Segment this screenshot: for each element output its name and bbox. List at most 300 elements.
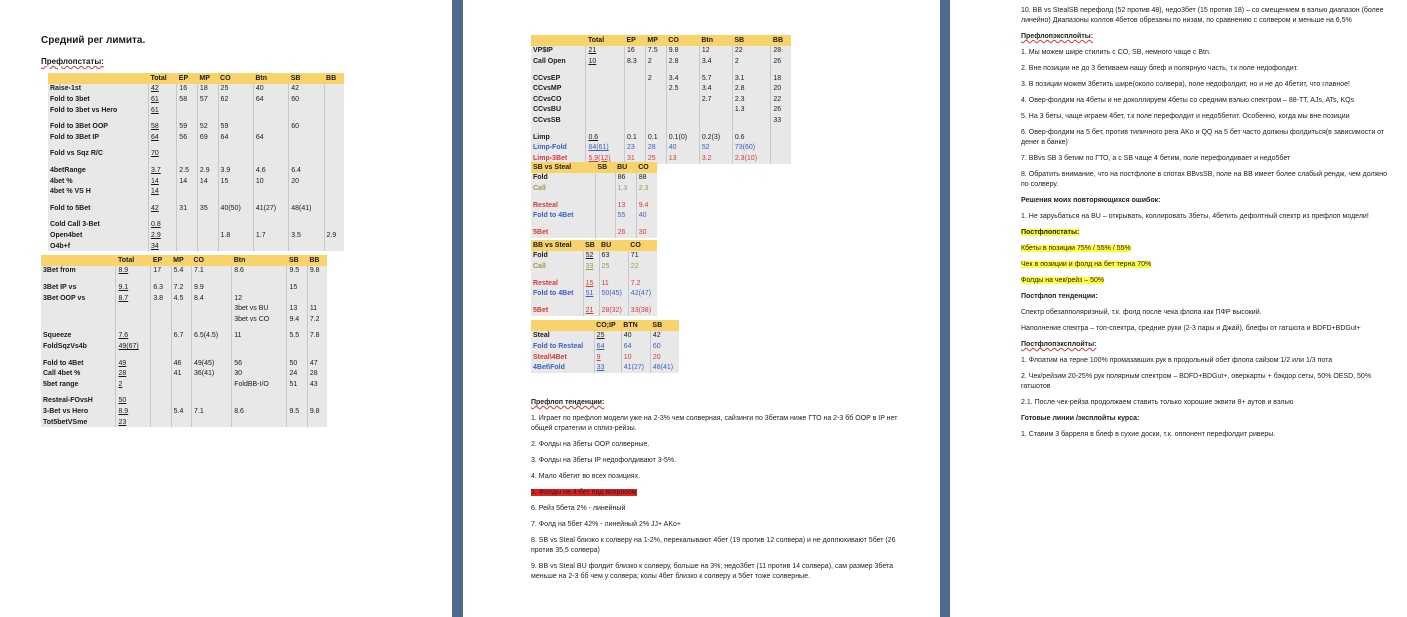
table-row [531, 227, 657, 238]
table-row [531, 288, 657, 299]
table-row [41, 331, 327, 342]
table-cell: 51 [287, 379, 307, 390]
list-item: 1. Флоатим на терне 100% промазавших рук в продольный обет флопа сайзом 1/2 или 1/3 пота [1021, 357, 1333, 364]
table-cell: 42(47) [628, 288, 657, 299]
table-cell [192, 303, 232, 314]
table-cell: 2.8 [732, 83, 771, 94]
table-row [41, 341, 327, 352]
table-cell: 33 [583, 261, 599, 272]
table-cell: 47 [307, 358, 327, 369]
list-item: Фолды на чек/рейз – 50% [1021, 277, 1105, 284]
table-header-cell: SB [650, 320, 679, 331]
table-cell: 11 [232, 331, 287, 342]
table-header-cell: Total [149, 73, 177, 84]
table-cell [595, 200, 615, 211]
table-header-cell: CO [636, 162, 657, 173]
list-item: Чек в позиции и фолд на бет терна 70% [1021, 261, 1152, 268]
table-cell: 64 [253, 94, 288, 105]
table-header-cell: CO [218, 73, 253, 84]
table-cell [253, 121, 288, 132]
table-cell [625, 73, 646, 84]
table-cell [171, 396, 191, 407]
list-item: 3. Фолды на 3беты IP недофолдивают 3-5%. [531, 457, 677, 464]
row-label: Fold to 3bet vs Hero [48, 105, 149, 116]
table-cell [177, 230, 198, 241]
table-cell: 52 [699, 142, 732, 153]
row-label: O4b+f [48, 241, 149, 252]
section-heading-preflop-stats: Префлопстаты: [41, 57, 104, 66]
postflop-tendencies-list [1021, 308, 1391, 334]
table-cell [171, 379, 191, 390]
table-cell: 33(38) [628, 305, 657, 316]
table-cell [625, 105, 646, 116]
table-cell: 28 [645, 142, 666, 153]
page-gutter [452, 0, 463, 617]
table-cell: 35 [197, 203, 218, 214]
table-cell: 2.9 [149, 230, 177, 241]
table-cell: 18 [771, 73, 791, 84]
table-cell [253, 241, 288, 252]
row-label: CCvsCO [531, 94, 586, 105]
table-cell [666, 105, 699, 116]
table-header-cell: Total [586, 35, 625, 46]
preflop-exploits-list [1021, 48, 1391, 190]
table-header-cell: Btn [699, 35, 732, 46]
table-cell: 7.2 [171, 282, 191, 293]
table-cell [151, 368, 171, 379]
table-row [48, 105, 344, 116]
table-cell: 61 [149, 105, 177, 116]
table-cell: 88 [636, 173, 657, 184]
table-cell: 2.9 [324, 230, 344, 241]
table-cell: 17 [151, 266, 171, 277]
table-cell [197, 105, 218, 116]
table-cell [666, 115, 699, 126]
table-cell [151, 341, 171, 352]
table-cell: 2.7 [699, 94, 732, 105]
table-cell: 3.5 [289, 230, 324, 241]
row-label: CCvsBU [531, 105, 586, 116]
table-header-cell: EP [177, 73, 198, 84]
table-row [531, 200, 657, 211]
table-cell: 0.1(0) [666, 132, 699, 143]
postflop-tendencies-heading: Постфлоп тенденции: [1021, 293, 1098, 300]
table-cell: 25 [594, 331, 621, 342]
table-row [48, 132, 344, 143]
table-header-cell: BB [771, 35, 791, 46]
table-row [48, 121, 344, 132]
row-label: FoldSqzVs4b [41, 341, 116, 352]
table-row [41, 293, 327, 304]
table-cell: 28 [771, 46, 791, 57]
table-row [531, 94, 791, 105]
table-cell: 10 [586, 56, 625, 67]
table-cell: 43 [307, 379, 327, 390]
table-cell: 25 [599, 261, 628, 272]
table-cell: 31 [625, 153, 646, 164]
table-cell [771, 132, 791, 143]
table-row [41, 303, 327, 314]
table-cell: 41(27) [621, 362, 650, 373]
table-cell [197, 149, 218, 160]
bb-vs-steal-table [531, 240, 657, 316]
table-cell [586, 94, 625, 105]
table-cell: 23 [116, 417, 151, 428]
table-header-cell: BU [599, 240, 628, 251]
table-cell [324, 176, 344, 187]
table-cell [151, 417, 171, 428]
table-row [48, 176, 344, 187]
row-label: Fold to 4Bet [531, 288, 583, 299]
list-item: 9. BB vs Steal BU фолдит близко к солверу, больше на 3%; недо3бет (11 против 14 солвера), сам размер 3бета меньше на 2-3 бб чем у солвера; колы 4бет близко к солверу и 5бет тоже солверные. [531, 563, 894, 580]
table-row [48, 84, 344, 95]
table-cell: 6.7 [171, 331, 191, 342]
table-cell [197, 220, 218, 231]
vpip-stats-table [531, 35, 791, 164]
table-cell: 64 [594, 341, 621, 352]
table-cell [324, 203, 344, 214]
list-item: 5. На 3 беты, чаще играем 4бет, т.к поле перефолдит и недо5бетит. Особенно, когда мы вне позиции [1021, 113, 1350, 120]
table-header-cell: CO [628, 240, 657, 251]
intro-paragraph: 10. BB vs StealSB перефолд (52 против 48), недо3бет (15 против 18) – со смещением в вэлью диапазон (более линейно) Диапазоны коллов 4бетов обрезаны по низам, по сравнению с солвером и меньше на 6,5% [1021, 7, 1384, 24]
table-cell: 12 [699, 46, 732, 57]
table-cell: 50(45) [599, 288, 628, 299]
table-cell: 55 [615, 210, 636, 221]
table-cell: 50 [287, 358, 307, 369]
row-label: Steal\4Bet [531, 352, 594, 363]
table-cell: 14 [177, 176, 198, 187]
table-cell: 2.3 [636, 183, 657, 194]
row-label: Tot5betVSme [41, 417, 116, 428]
table-cell [171, 341, 191, 352]
table-cell [625, 94, 646, 105]
table-cell: 69 [197, 132, 218, 143]
document-page-1 [0, 0, 452, 617]
table-row [41, 379, 327, 390]
table-cell: 62 [218, 94, 253, 105]
table-cell: 5.4 [171, 406, 191, 417]
row-label: 3-Bet vs Hero [41, 406, 116, 417]
table-cell [307, 293, 327, 304]
table-cell: 3.2 [699, 153, 732, 164]
table-row [48, 149, 344, 160]
document-page-3 [950, 0, 1407, 617]
table-row [531, 173, 657, 184]
table-cell [307, 417, 327, 428]
table-cell: 58 [177, 94, 198, 105]
table-header-cell: EP [625, 35, 646, 46]
table-cell: 9.8 [307, 266, 327, 277]
table-cell [177, 149, 198, 160]
table-cell: 70 [149, 149, 177, 160]
table-cell: 7.2 [307, 314, 327, 325]
table-row [531, 115, 791, 126]
table-cell: 1.7 [253, 230, 288, 241]
table-cell [595, 227, 615, 238]
table-cell [307, 396, 327, 407]
row-label: CCvsMP [531, 83, 586, 94]
table-cell: 11 [307, 303, 327, 314]
table-cell: 4.6 [253, 165, 288, 176]
table-cell: 21 [586, 46, 625, 57]
table-cell [218, 149, 253, 160]
preflop-tendencies-heading: Префлоп тенденции: [531, 399, 605, 406]
table-cell: 50 [116, 396, 151, 407]
table-cell: 46 [171, 358, 191, 369]
table-cell: 6.3 [151, 282, 171, 293]
list-item: 2. Вне позиции не до 3 бетиваем нашу блеф и полярную часть, т.к поле недофолдит. [1021, 65, 1299, 72]
table-row [531, 331, 679, 342]
table-cell [324, 94, 344, 105]
row-label: Limp-Fold [531, 142, 586, 153]
preflop-exploits-heading: Префлопэксплойты: [1021, 33, 1094, 40]
postflop-exploits-heading: Постфлопэксплойты: [1021, 341, 1097, 348]
list-item: 6. Овер-фолдим на 5 бет, против типичного рега AKo и QQ на 5 бет часто должны фолдиться(в зависимости от денег в банке) [1021, 129, 1385, 146]
table-cell: 10 [621, 352, 650, 363]
table-header-cell: BTN [621, 320, 650, 331]
table-cell: 22 [732, 46, 771, 57]
table-cell: 8.6 [232, 406, 287, 417]
table-cell: 3.9 [218, 165, 253, 176]
table-cell: 56 [232, 358, 287, 369]
table-cell: 63 [599, 251, 628, 262]
table-row [531, 210, 657, 221]
table-cell [287, 293, 307, 304]
row-label: Fold to Resteal [531, 341, 594, 352]
row-label: Fold to 4Bet [531, 210, 595, 221]
table-row [48, 230, 344, 241]
page3-content [1021, 6, 1391, 446]
list-item: 6. Рейз 5бета 2% - линейный [531, 505, 626, 512]
table-cell [586, 115, 625, 126]
table-cell: 0.1 [645, 132, 666, 143]
table-cell: 3.1 [732, 73, 771, 84]
table-header-cell: MP [197, 73, 218, 84]
table-cell [171, 303, 191, 314]
table-cell: 51 [583, 288, 599, 299]
table-row [41, 406, 327, 417]
table-cell: 8.9 [116, 266, 151, 277]
table-cell: 9.5 [287, 266, 307, 277]
row-label: Squeeze [41, 331, 116, 342]
table-cell [645, 94, 666, 105]
table-cell [218, 186, 253, 197]
errors-list [1021, 212, 1391, 222]
table-cell [699, 115, 732, 126]
table-cell [324, 132, 344, 143]
document-page-2 [463, 0, 940, 617]
table-cell [595, 183, 615, 194]
errors-heading: Решения моих повторяющихся ошибок: [1021, 197, 1161, 204]
table-cell: 12 [232, 293, 287, 304]
table-cell: 49(45) [192, 358, 232, 369]
table-row [531, 305, 657, 316]
table-cell [192, 314, 232, 325]
table-cell: 60 [289, 94, 324, 105]
table-cell: 26 [771, 56, 791, 67]
table-header-cell: CO;IP [594, 320, 621, 331]
table-cell [218, 105, 253, 116]
table-cell [324, 84, 344, 95]
table-cell: 28(32) [599, 305, 628, 316]
table-cell: 36(41) [192, 368, 232, 379]
table-header-cell: MP [171, 255, 191, 266]
row-label: Fold [531, 251, 583, 262]
list-item: 3. В позиции можем 3бетить шире(около солвера), поле недофолдит, но и не до 4бетит, что главное! [1021, 81, 1350, 88]
table-cell: 52 [583, 251, 599, 262]
table-cell [307, 341, 327, 352]
table-cell: 25 [645, 153, 666, 164]
list-item: 1. Играет по префлоп модели уже на 2-3% чем солверная, сайзинги по 3бетам ниже ГТО на 2-3 бб OOP в IP нет общей стратегии и сплиз-рейзы. [531, 415, 898, 432]
table-cell: 9.4 [287, 314, 307, 325]
table-cell: 0.2(3) [699, 132, 732, 143]
table-header-cell: EP [151, 255, 171, 266]
row-label: Call 4bet % [41, 368, 116, 379]
table-header-cell: Btn [232, 255, 287, 266]
table-header-cell: BB [324, 73, 344, 84]
table-cell: 61 [149, 94, 177, 105]
table-cell [771, 153, 791, 164]
table-header-cell: MP [645, 35, 666, 46]
table-cell [177, 220, 198, 231]
table-row [41, 266, 327, 277]
table-cell [253, 105, 288, 116]
row-label: Fold to 4Bet [41, 358, 116, 369]
row-label: CCvsSB [531, 115, 586, 126]
table-cell: 73(60) [732, 142, 771, 153]
table-cell [289, 132, 324, 143]
table-cell: 48(41) [650, 362, 679, 373]
table-header-cell: Btn [253, 73, 288, 84]
table-row [48, 165, 344, 176]
steal-stats-table [531, 320, 679, 373]
list-item: 1. Ставим 3 барреля в блеф в сухие доски, т.к. оппонент перефолдит риверы. [1021, 431, 1276, 438]
table-cell [192, 341, 232, 352]
table-cell [645, 83, 666, 94]
table-cell [151, 331, 171, 342]
table-cell: 3.4 [666, 73, 699, 84]
table-cell: 59 [177, 121, 198, 132]
table-row [48, 186, 344, 197]
table-cell: 52 [197, 121, 218, 132]
table-cell: 40 [636, 210, 657, 221]
table-cell [232, 341, 287, 352]
table-cell: 26 [615, 227, 636, 238]
table-row [531, 142, 791, 153]
row-label: Fold to 5Bet [48, 203, 149, 214]
table-cell: 60 [289, 121, 324, 132]
table-cell [289, 220, 324, 231]
table-cell: 64 [149, 132, 177, 143]
list-item: 4. Мало 4бетит во всех позициях. [531, 473, 641, 480]
table-cell: 2 [645, 56, 666, 67]
table-cell: 42 [650, 331, 679, 342]
table-cell: 64 [218, 132, 253, 143]
table-cell: 8.6 [232, 266, 287, 277]
table-row [531, 46, 791, 57]
row-label: Raise-1st [48, 84, 149, 95]
list-item: 2. Фолды на 3беты OOP солверные. [531, 441, 650, 448]
list-item: Наполнение спектра – топ-спектра, средние руки (2-3 пары и Джай), блефы от гатшота и BDFD+BDGut+ [1021, 325, 1361, 332]
page-title: Средний рег лимита. [41, 35, 146, 46]
table-cell [197, 241, 218, 252]
table-cell: 41 [171, 368, 191, 379]
table-cell: 8.9 [116, 406, 151, 417]
table-cell [324, 105, 344, 116]
table-cell: 9 [594, 352, 621, 363]
table-cell: 8.3 [625, 56, 646, 67]
table-cell: 2 [732, 56, 771, 67]
row-label: 3Bet from [41, 266, 116, 277]
sb-vs-steal-table [531, 162, 657, 238]
table-cell [666, 94, 699, 105]
table-cell: 6.5(4.5) [192, 331, 232, 342]
table-cell: 48(41) [289, 203, 324, 214]
table-cell: 20 [650, 352, 679, 363]
table-cell [289, 149, 324, 160]
table-cell: 0.6 [586, 132, 625, 143]
table-cell [116, 303, 151, 314]
table-cell: 22 [771, 94, 791, 105]
row-label: Limp [531, 132, 586, 143]
table-cell: 15 [287, 282, 307, 293]
table-cell: 26 [771, 105, 791, 116]
table-cell [625, 115, 646, 126]
table-cell [177, 105, 198, 116]
row-label: 3Bet OOP vs [41, 293, 116, 304]
row-label: Fold [531, 173, 595, 184]
table-cell: 18 [197, 84, 218, 95]
list-item: 1. Не заруьбаться на BU – открывать, коллировать 3беты, 4бетить дефолтный спектр из префлоп модели! [1021, 213, 1369, 220]
table-cell: 7.6 [116, 331, 151, 342]
row-label: Call [531, 261, 583, 272]
table-cell: 30 [636, 227, 657, 238]
row-label: Fold to 3Bet OOP [48, 121, 149, 132]
row-label: 4bet % [48, 176, 149, 187]
table-cell: 25 [218, 84, 253, 95]
table-cell: 49 [116, 358, 151, 369]
table-cell: 14 [149, 186, 177, 197]
row-label: Resteal-FOvsH [41, 396, 116, 407]
preflop-tendencies-list [531, 414, 916, 582]
table-header-cell: SB [289, 73, 324, 84]
table-cell [625, 83, 646, 94]
row-label: 4Bet\Fold [531, 362, 594, 373]
table-cell [253, 149, 288, 160]
table-cell: 20 [771, 83, 791, 94]
table-cell [151, 406, 171, 417]
table-cell: 1.3 [615, 183, 636, 194]
table-cell: 11 [599, 278, 628, 289]
table-cell: 15 [218, 176, 253, 187]
row-label: Resteal [531, 200, 595, 211]
row-label: Fold to 3bet [48, 94, 149, 105]
table-header-cell [531, 35, 586, 46]
row-label: 5bet range [41, 379, 116, 390]
table-cell: 71 [628, 251, 657, 262]
table-cell: 56 [177, 132, 198, 143]
table-cell [232, 282, 287, 293]
table-cell: 9.4 [636, 200, 657, 211]
table-header-cell: SB [583, 240, 599, 251]
table-cell: 22 [628, 261, 657, 272]
table-cell: 60 [650, 341, 679, 352]
table-cell: 7.1 [192, 266, 232, 277]
table-cell [595, 210, 615, 221]
table-cell: 5.9(12) [586, 153, 625, 164]
row-label: 4betRange [48, 165, 149, 176]
table-cell: 13 [287, 303, 307, 314]
